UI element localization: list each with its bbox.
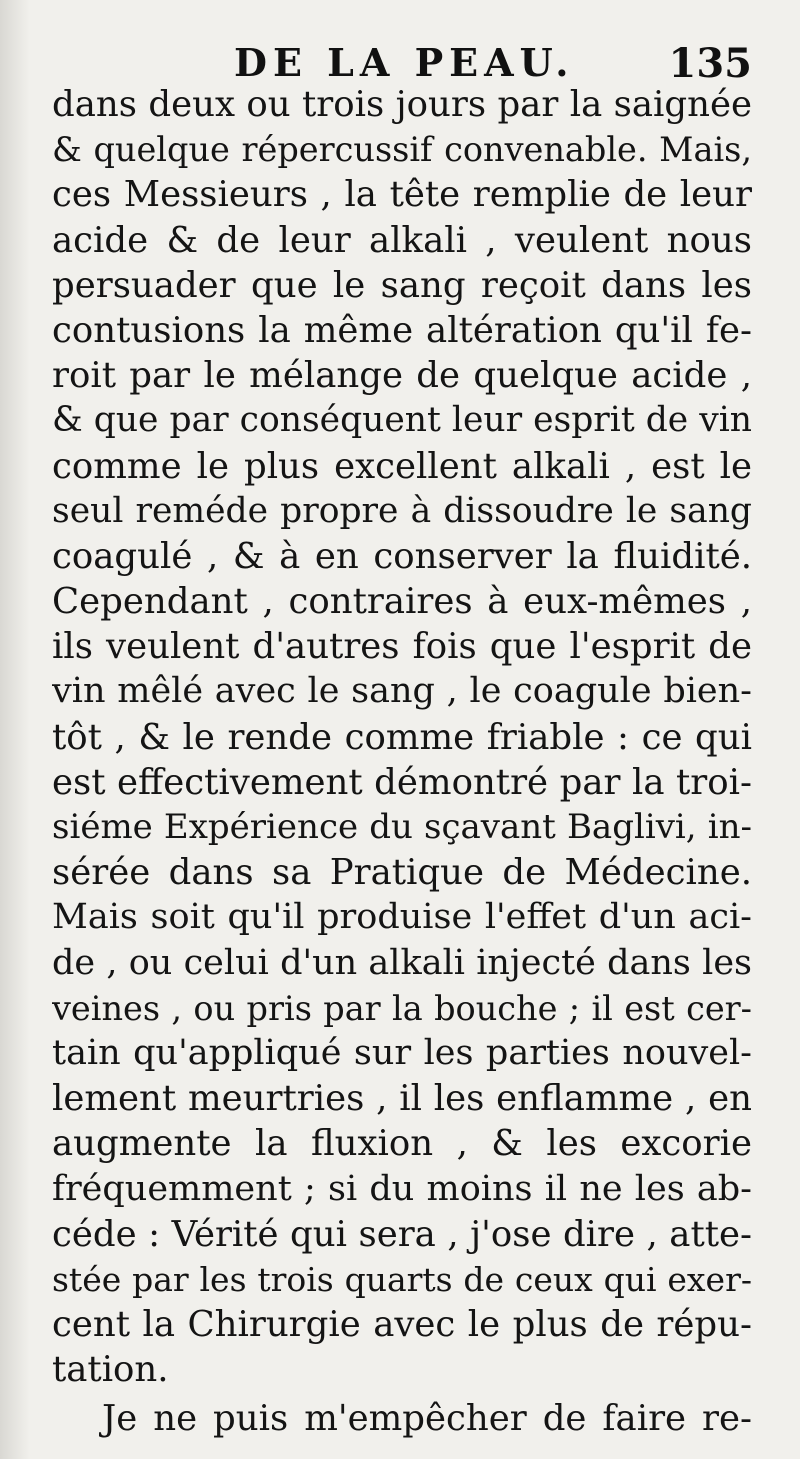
text-line-11: coagulé , & à en conserver la fluidité. — [52, 535, 752, 577]
text-line-1: dans deux ou trois jours par la saignée — [52, 84, 752, 125]
text-line-26: céde : Vérité qui sera , j'ose dire , atte- — [52, 1213, 752, 1255]
text-line-8: & que par conséquent leur esprit de vin — [52, 400, 752, 441]
text-line-21: veines , ou pris par la bouche ; il est cer- — [52, 988, 752, 1028]
text-line-14: vin mêlé avec le sang , le coagule bien- — [52, 671, 752, 712]
text-line-7: roit par le mélange de quelque acide , — [52, 355, 752, 397]
text-line-5: persuader que le sang reçoit dans les — [52, 264, 752, 306]
text-line-16: est effectivement démontré par la troi- — [52, 761, 752, 803]
text-line-10: seul reméde propre à dissoudre le sang — [52, 490, 752, 531]
text-line-27: stée par les trois quarts de ceux qui exer- — [52, 1259, 752, 1299]
text-line-22: tain qu'appliqué sur les parties nouvel- — [52, 1032, 752, 1073]
text-line-9: comme le plus excellent alkali , est le — [52, 445, 752, 487]
text-line-15: tôt , & le rende comme friable : ce qui — [52, 716, 752, 758]
text-line-23: lement meurtries , il les enflamme , en — [52, 1078, 752, 1120]
text-line-29: tation. — [52, 1349, 169, 1391]
text-line-6: contusions la même altération qu'il fe- — [52, 309, 752, 351]
text-line-18: sérée dans sa Pratique de Médecine. — [52, 852, 752, 894]
text-line-3: ces Messieurs , la tête remplie de leur — [52, 174, 752, 216]
page-number: 135 — [668, 40, 752, 87]
text-line-24: augmente la fluxion , & les excorie — [52, 1123, 752, 1165]
text-line-30: Je ne puis m'empêcher de faire re- — [102, 1398, 752, 1440]
body-text — [52, 82, 752, 1442]
text-line-4: acide & de leur alkali , veulent nous — [52, 219, 752, 261]
text-line-28: cent la Chirurgie avec le plus de répu- — [52, 1304, 752, 1346]
running-title: DE LA PEAU. — [234, 40, 575, 85]
text-line-2: & quelque répercussif convenable. Mais, — [52, 130, 752, 170]
text-line-13: ils veulent d'autres fois que l'esprit de — [52, 626, 752, 668]
text-line-25: fréquemment ; si du moins il ne les ab- — [52, 1168, 752, 1209]
page-gutter — [0, 0, 30, 1459]
text-line-12: Cependant , contraires à eux-mêmes , — [52, 581, 752, 623]
text-line-17: siéme Expérience du sçavant Baglivi, in- — [52, 807, 752, 847]
text-line-20: de , ou celui d'un alkali injecté dans les — [52, 942, 752, 983]
text-line-19: Mais soit qu'il produise l'effet d'un aci- — [52, 897, 752, 938]
